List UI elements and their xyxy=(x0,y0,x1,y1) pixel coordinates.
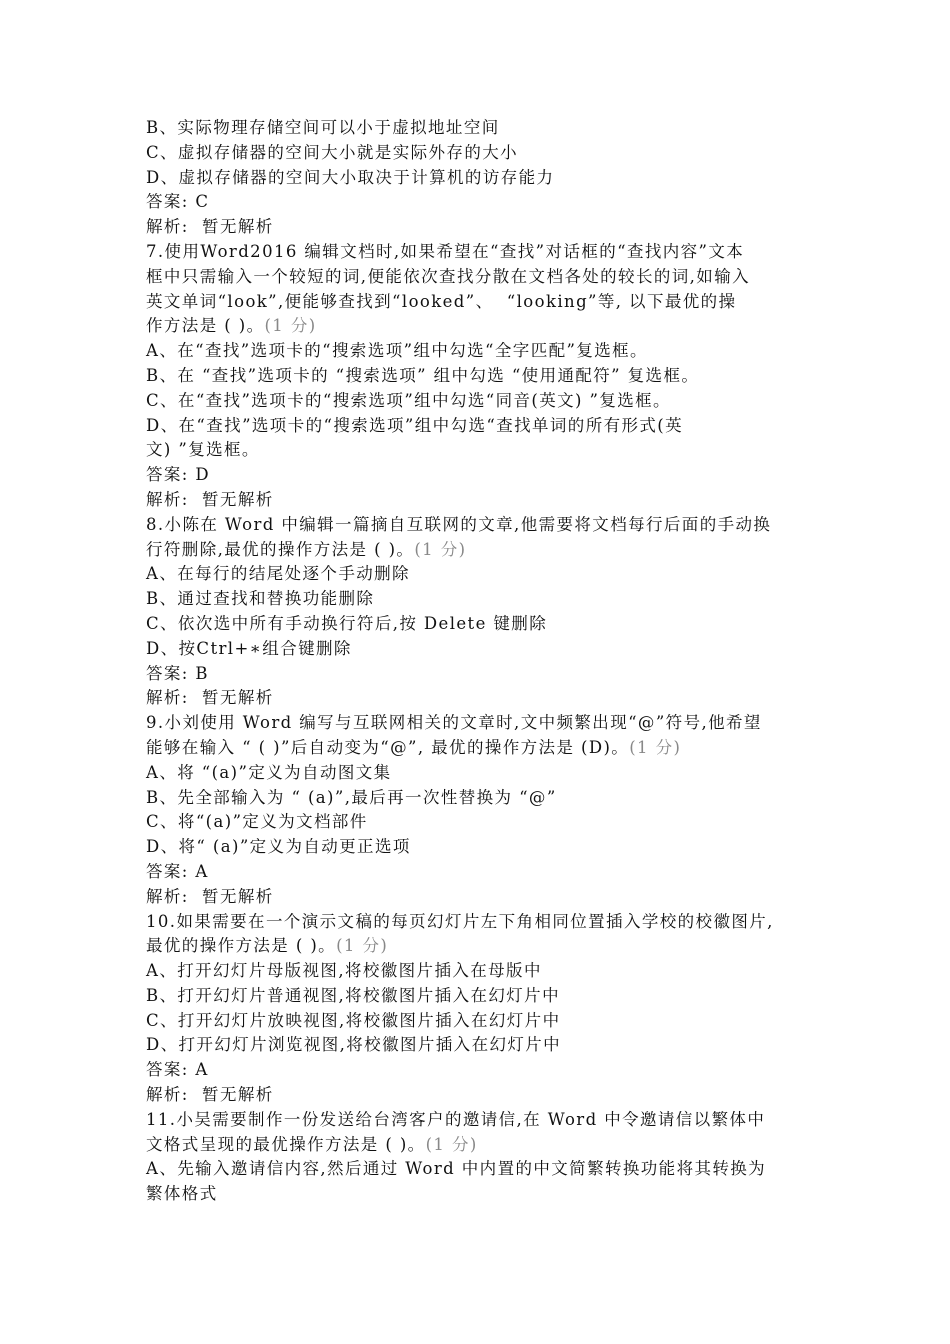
option-b: B、先全部输入为 “ (a)”,最后再一次性替换为 “@” xyxy=(146,787,557,807)
question-text: 最优的操作方法是 ( )。 xyxy=(146,936,337,956)
answer: 答案: D xyxy=(146,465,211,485)
question-7-line-4 xyxy=(146,314,822,339)
option-d: D、虚拟存储器的空间大小取决于计算机的访存能力 xyxy=(146,167,555,187)
score-label: (1 分) xyxy=(629,737,682,757)
option-d: D、按Ctrl+∗组合键删除 xyxy=(146,638,352,658)
question-9-line-2 xyxy=(146,736,822,761)
answer: 答案: C xyxy=(146,192,210,212)
option-c: C、打开幻灯片放映视图,将校徽图片插入在幻灯片中 xyxy=(146,1010,561,1030)
question-7-line-3: 英文单词“look”,便能够查找到“looked”、 “looking”等, 以下最优的操 xyxy=(146,291,737,311)
answer: 答案: A xyxy=(146,1060,209,1080)
option-a: A、在“查找”选项卡的“搜索选项”组中勾选“全字匹配”复选框。 xyxy=(146,341,648,361)
analysis: 解析: 暂无解析 xyxy=(146,489,274,509)
answer: 答案: B xyxy=(146,663,209,683)
analysis: 解析: 暂无解析 xyxy=(146,886,274,906)
option-b: B、打开幻灯片普通视图,将校徽图片插入在幻灯片中 xyxy=(146,985,560,1005)
option-d: D、将“ (a)”定义为自动更正选项 xyxy=(146,837,411,857)
question-8-line-1: 8.小陈在 Word 中编辑一篇摘自互联网的文章,他需要将文档每行后面的手动换 xyxy=(146,514,772,534)
question-11-line-2 xyxy=(146,1133,822,1158)
option-c: C、依次选中所有手动换行符后,按 Delete 键删除 xyxy=(146,613,548,633)
option-b: B、实际物理存储空间可以小于虚拟地址空间 xyxy=(146,118,500,137)
score-label: (1 分) xyxy=(414,539,467,559)
option-a: A、在每行的结尾处逐个手动删除 xyxy=(146,564,410,584)
answer: 答案: A xyxy=(146,861,209,881)
question-7-line-1: 7.使用Word2016 编辑文档时,如果希望在“查找”对话框的“查找内容”文本 xyxy=(146,241,745,261)
option-d-line-1: D、在“查找”选项卡的“搜索选项”组中勾选“查找单词的所有形式(英 xyxy=(146,415,684,435)
analysis: 解析: 暂无解析 xyxy=(146,1085,274,1105)
question-8-line-2 xyxy=(146,538,822,563)
score-label: (1 分) xyxy=(425,1134,478,1154)
score-label: (1 分) xyxy=(336,936,389,956)
question-text: 文格式呈现的最优操作方法是 ( )。 xyxy=(146,1134,426,1154)
analysis: 解析: 暂无解析 xyxy=(146,217,274,237)
option-c: C、虚拟存储器的空间大小就是实际外存的大小 xyxy=(146,142,519,162)
question-7-line-2: 框中只需输入一个较短的词,便能依次查找分散在文档各处的较长的词,如输入 xyxy=(146,266,750,286)
option-c: C、将“(a)”定义为文档部件 xyxy=(146,812,368,832)
question-10-line-1: 10.如果需要在一个演示文稿的每页幻灯片左下角相同位置插入学校的校徽图片, xyxy=(146,911,774,931)
option-c: C、在“查找”选项卡的“搜索选项”组中勾选“同音(英文) ”复选框。 xyxy=(146,390,671,410)
score-label: (1 分) xyxy=(264,316,317,336)
option-a-line-1: A、先输入邀请信内容,然后通过 Word 中内置的中文简繁转换功能将其转换为 xyxy=(146,1159,767,1179)
option-b: B、通过查找和替换功能删除 xyxy=(146,589,375,609)
option-a-line-2: 繁体格式 xyxy=(146,1184,218,1204)
question-text: 能够在输入 “ ( )”后自动变为“@”, 最优的操作方法是 (D)。 xyxy=(146,737,630,757)
option-b: B、在 “查找”选项卡的 “搜索选项” 组中勾选 “使用通配符” 复选框。 xyxy=(146,365,700,385)
question-11-line-1: 11.小吴需要制作一份发送给台湾客户的邀请信,在 Word 中令邀请信以繁体中 xyxy=(146,1109,766,1129)
question-9-line-1: 9.小刘使用 Word 编写与互联网相关的文章时,文中频繁出现“@”符号,他希望 xyxy=(146,713,762,733)
option-d: D、打开幻灯片浏览视图,将校徽图片插入在幻灯片中 xyxy=(146,1035,562,1055)
option-d-line-2: 文) ”复选框。 xyxy=(146,440,260,460)
question-text: 作方法是 ( )。 xyxy=(146,316,265,336)
question-text: 行符删除,最优的操作方法是 ( )。 xyxy=(146,539,415,559)
option-a: A、打开幻灯片母版视图,将校徽图片插入在母版中 xyxy=(146,961,542,981)
option-a: A、将 “(a)”定义为自动图文集 xyxy=(146,762,392,782)
question-10-line-2 xyxy=(146,934,822,959)
analysis: 解析: 暂无解析 xyxy=(146,688,274,708)
